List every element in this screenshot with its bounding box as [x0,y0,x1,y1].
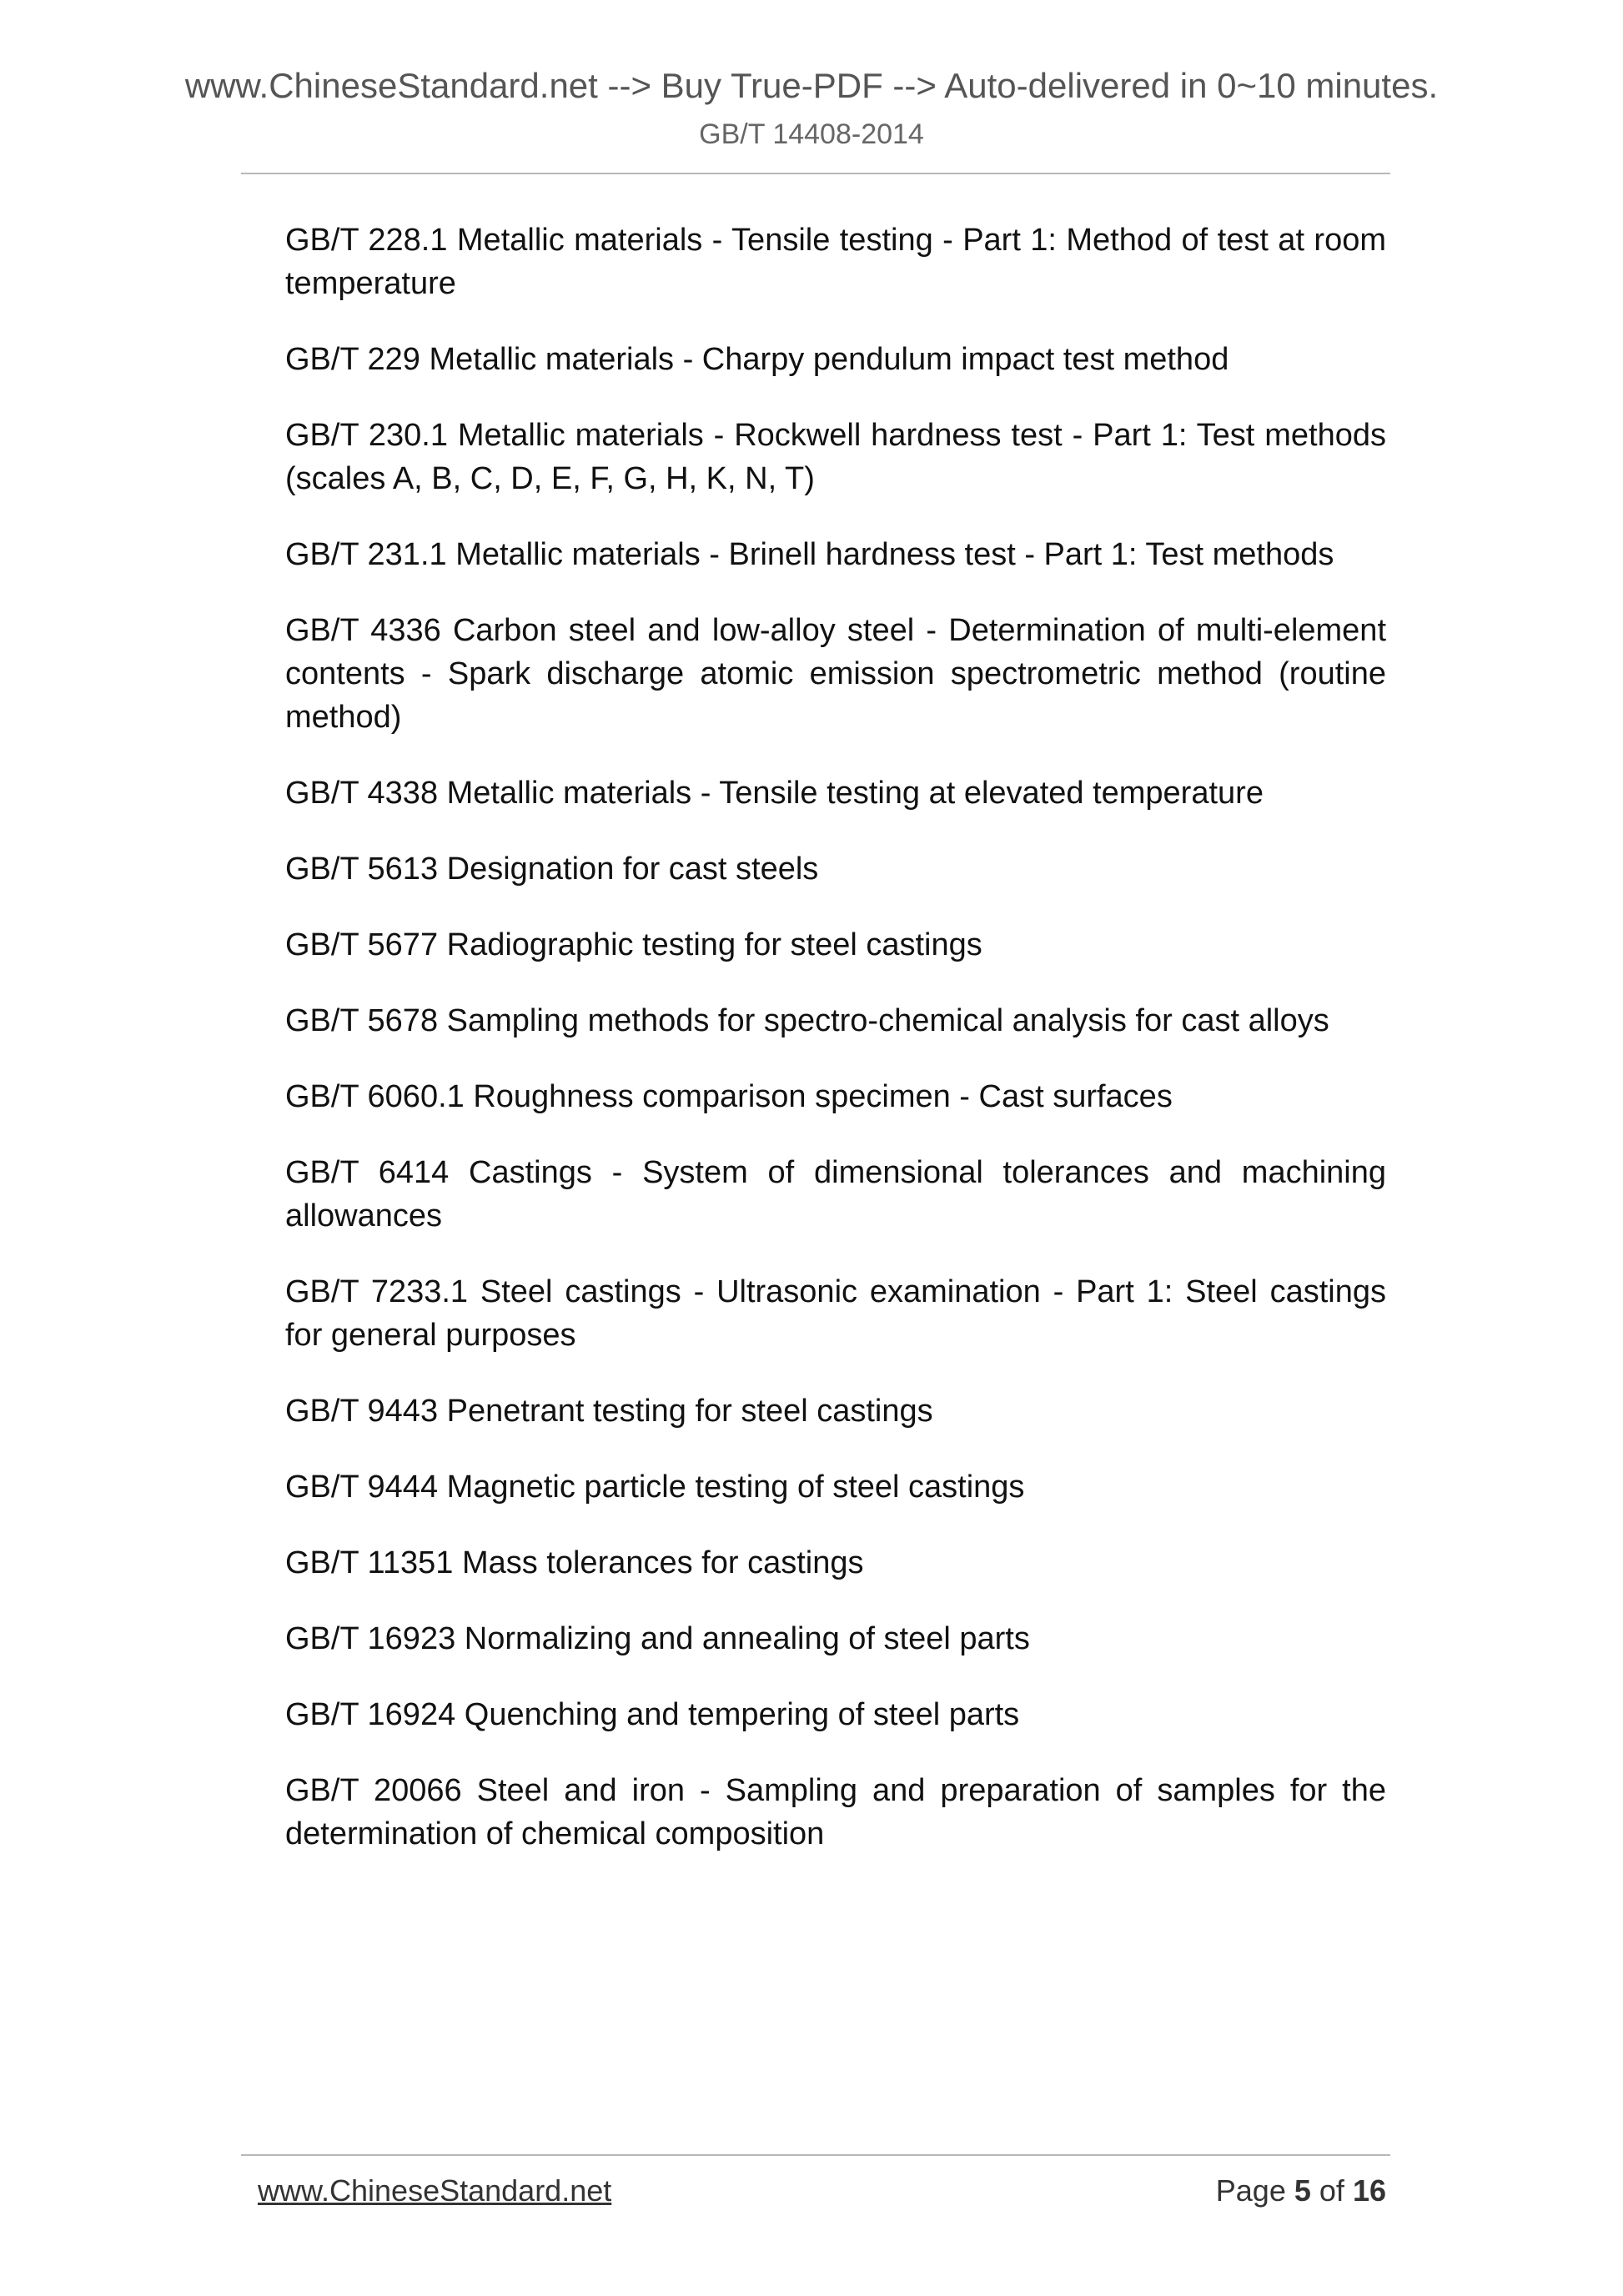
reference-item: GB/T 9444 Magnetic particle testing of steel castings [285,1470,1025,1505]
reference-item: GB/T 4336 Carbon steel and low-alloy steel - Determination of multi-element contents - Spark discharge atomic emission spectrometric method (routine method) [285,613,1386,735]
reference-item: GB/T 9443 Penetrant testing for steel castings [285,1394,933,1429]
header-banner: www.ChineseStandard.net --> Buy True-PDF --> Auto-delivered in 0~10 minutes. [184,66,1439,105]
reference-item: GB/T 6060.1 Roughness comparison specimen - Cast surfaces [285,1079,1173,1114]
reference-item: GB/T 20066 Steel and iron - Sampling and preparation of samples for the determination of chemical composition [285,1773,1386,1851]
page-total: 16 [1352,2173,1386,2208]
reference-item: GB/T 5677 Radiographic testing for steel castings [285,927,982,962]
reference-item: GB/T 228.1 Metallic materials - Tensile testing - Part 1: Method of test at room temperature [285,223,1386,301]
footer-website-link[interactable]: www.ChineseStandard.net [258,2173,612,2208]
normative-references-list [285,219,1386,1888]
reference-item: GB/T 11351 Mass tolerances for castings [285,1545,864,1580]
footer-divider [241,2154,1390,2156]
header-divider [241,173,1390,174]
reference-item: GB/T 230.1 Metallic materials - Rockwell hardness test - Part 1: Test methods (scales A, B, C, D, E, F, G, H, K, N, T) [285,418,1386,496]
page-of: of [1319,2173,1344,2208]
reference-item: GB/T 5613 Designation for cast steels [285,852,819,887]
reference-item: GB/T 16924 Quenching and tempering of steel parts [285,1697,1020,1732]
reference-item: GB/T 16923 Normalizing and annealing of steel parts [285,1621,1030,1656]
reference-item: GB/T 5678 Sampling methods for spectro-chemical analysis for cast alloys [285,1003,1329,1038]
reference-item: GB/T 4338 Metallic materials - Tensile testing at elevated temperature [285,776,1264,811]
standard-number: GB/T 14408-2014 [699,118,924,150]
reference-item: GB/T 231.1 Metallic materials - Brinell hardness test - Part 1: Test methods [285,537,1334,572]
reference-item: GB/T 229 Metallic materials - Charpy pendulum impact test method [285,342,1229,377]
reference-item: GB/T 7233.1 Steel castings - Ultrasonic examination - Part 1: Steel castings for general purposes [285,1274,1386,1353]
page-prefix: Page [1215,2173,1286,2208]
page-current: 5 [1294,2173,1311,2208]
page-indicator [1216,2172,1386,2210]
reference-item: GB/T 6414 Castings - System of dimensional tolerances and machining allowances [285,1155,1386,1233]
